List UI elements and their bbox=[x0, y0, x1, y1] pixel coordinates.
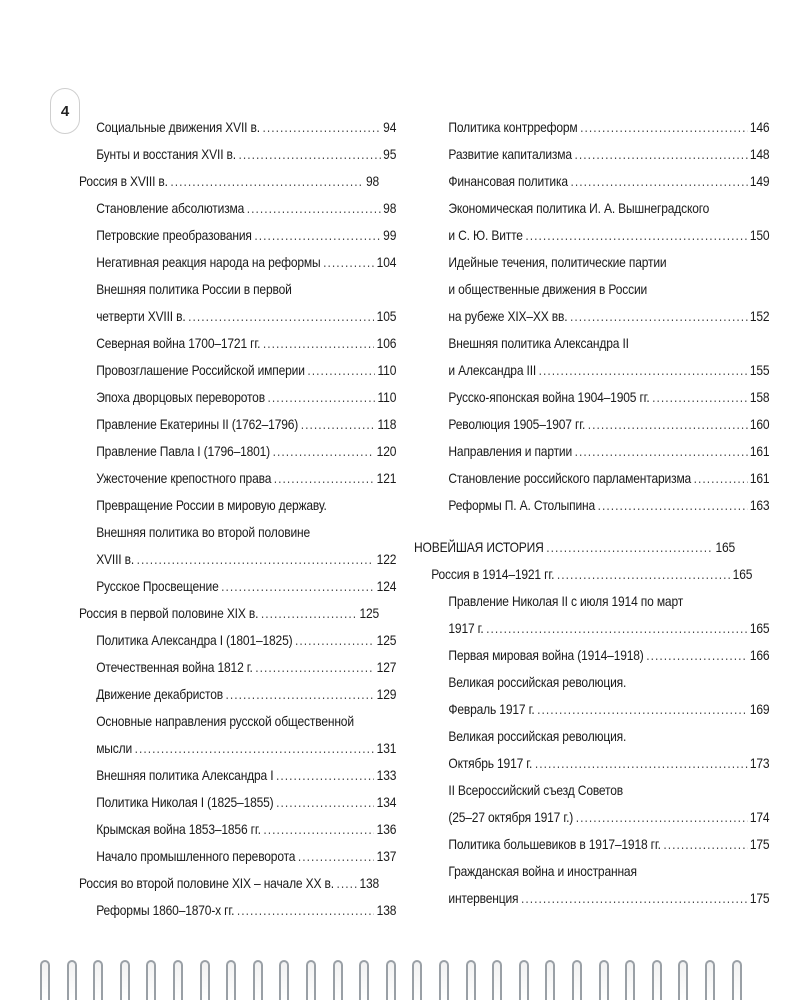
toc-entry-title: Бунты и восстания XVII в. bbox=[96, 146, 236, 162]
toc-entry-page: 161 bbox=[749, 443, 770, 459]
toc-entry-page: 98 bbox=[365, 173, 380, 189]
dot-leader bbox=[575, 438, 748, 465]
dot-leader bbox=[247, 195, 381, 222]
dot-leader bbox=[295, 627, 374, 654]
toc-entry[interactable] bbox=[414, 438, 769, 465]
toc-entry-page: 133 bbox=[376, 767, 397, 783]
spiral-ring-icon bbox=[678, 960, 688, 1000]
toc-entry-title: Реформы П. А. Столыпина bbox=[448, 497, 596, 513]
dot-leader bbox=[261, 600, 357, 627]
dot-leader bbox=[539, 357, 748, 384]
dot-leader bbox=[598, 492, 748, 519]
spiral-ring-icon bbox=[146, 960, 156, 1000]
toc-entry[interactable] bbox=[414, 750, 769, 777]
toc-entry-title: Направления и партии bbox=[448, 443, 573, 459]
toc-entry[interactable] bbox=[414, 561, 752, 588]
dot-leader bbox=[268, 384, 375, 411]
toc-entry-page: 175 bbox=[749, 890, 770, 906]
toc-entry-page: 131 bbox=[376, 740, 397, 756]
dot-leader bbox=[557, 561, 730, 588]
toc-entry-title: Петровские преобразования bbox=[96, 227, 252, 243]
toc-entry-title: Политика большевиков в 1917–1918 гг. bbox=[448, 836, 661, 852]
toc-entry[interactable] bbox=[414, 303, 769, 330]
toc-entry-title: Финансовая политика bbox=[448, 173, 568, 189]
dot-leader bbox=[576, 804, 748, 831]
toc-entry-page: 166 bbox=[749, 647, 770, 663]
dot-leader bbox=[221, 573, 374, 600]
spiral-ring-icon bbox=[40, 960, 50, 1000]
toc-entry-page: 146 bbox=[749, 119, 770, 135]
spiral-ring-icon bbox=[705, 960, 715, 1000]
dot-leader bbox=[574, 141, 747, 168]
spiral-ring-icon bbox=[306, 960, 316, 1000]
toc-entry[interactable] bbox=[414, 696, 769, 723]
toc-entry[interactable] bbox=[414, 276, 769, 303]
toc-entry-title: и общественные движения в России bbox=[448, 281, 648, 297]
spiral-ring-icon bbox=[253, 960, 263, 1000]
toc-entry[interactable] bbox=[79, 249, 396, 276]
dot-leader bbox=[263, 330, 374, 357]
toc-entry[interactable] bbox=[79, 357, 396, 384]
dot-leader bbox=[307, 357, 375, 384]
toc-entry[interactable] bbox=[79, 708, 396, 735]
toc-entry-title: Крымская война 1853–1856 гг. bbox=[96, 821, 261, 837]
toc-entry[interactable] bbox=[414, 330, 769, 357]
toc-entry-title: Эпоха дворцовых переворотов bbox=[96, 389, 265, 405]
toc-entry-title: 1917 г. bbox=[448, 620, 484, 636]
toc-entry-page: 110 bbox=[377, 389, 397, 405]
toc-entry[interactable] bbox=[414, 804, 769, 831]
toc-entry-title: Негативная реакция народа на реформы bbox=[96, 254, 321, 270]
toc-entry-page: 106 bbox=[376, 335, 397, 351]
dot-leader bbox=[239, 141, 381, 168]
toc-entry[interactable] bbox=[414, 642, 769, 669]
toc-entry[interactable] bbox=[414, 885, 769, 912]
page-number: 4 bbox=[50, 88, 80, 134]
dot-leader bbox=[188, 303, 374, 330]
dot-leader bbox=[273, 438, 374, 465]
toc-entry-page: 160 bbox=[749, 416, 770, 432]
toc-entry[interactable] bbox=[414, 669, 769, 696]
toc-entry-title: Развитие капитализма bbox=[448, 146, 572, 162]
toc-entry-title: Внешняя политика России в первой bbox=[96, 281, 292, 297]
toc-entry-title: XVIII в. bbox=[96, 551, 135, 567]
toc-entry[interactable] bbox=[414, 249, 769, 276]
toc-entry-title: Россия в XVIII в. bbox=[79, 173, 168, 189]
toc-entry-title: Политика контрреформ bbox=[448, 119, 578, 135]
toc-entry[interactable] bbox=[414, 357, 769, 384]
toc-entry[interactable] bbox=[414, 858, 769, 885]
toc-entry-title: Социальные движения XVII в. bbox=[96, 119, 260, 135]
dot-leader bbox=[521, 885, 747, 912]
toc-entry-page: 169 bbox=[749, 701, 770, 717]
toc-entry-title: Революция 1905–1907 гг. bbox=[448, 416, 586, 432]
toc-entry-page: 134 bbox=[376, 794, 397, 810]
toc-entry-page: 175 bbox=[749, 836, 770, 852]
toc-entry-page: 121 bbox=[376, 470, 397, 486]
toc-entry[interactable] bbox=[79, 600, 379, 627]
toc-entry[interactable] bbox=[79, 492, 396, 519]
toc-entry-page: 150 bbox=[749, 227, 770, 243]
toc-entry[interactable] bbox=[79, 816, 396, 843]
toc-entry-page: 174 bbox=[749, 809, 770, 825]
dot-leader bbox=[135, 735, 374, 762]
dot-leader bbox=[588, 411, 748, 438]
dot-leader bbox=[263, 816, 374, 843]
toc-entry[interactable] bbox=[79, 762, 396, 789]
toc-entry[interactable] bbox=[79, 519, 396, 546]
toc-entry[interactable] bbox=[79, 438, 396, 465]
spiral-ring-icon bbox=[226, 960, 236, 1000]
toc-entry-page: 165 bbox=[749, 620, 770, 636]
toc-entry[interactable] bbox=[79, 735, 396, 762]
dot-leader bbox=[255, 654, 374, 681]
toc-entry[interactable] bbox=[414, 831, 769, 858]
toc-entry-title: и Александра III bbox=[448, 362, 537, 378]
toc-entry-page: 158 bbox=[749, 389, 770, 405]
toc-entry[interactable] bbox=[414, 588, 769, 615]
toc-entry[interactable] bbox=[79, 654, 396, 681]
toc-entry[interactable] bbox=[414, 723, 769, 750]
toc-entry-page: 127 bbox=[376, 659, 397, 675]
dot-leader bbox=[237, 897, 374, 924]
toc-entry-title: Россия в 1914–1921 гг. bbox=[431, 566, 555, 582]
toc-entry-title: Внешняя политика Александра I bbox=[96, 767, 274, 783]
toc-entry[interactable] bbox=[414, 777, 769, 804]
toc-entry[interactable] bbox=[79, 168, 379, 195]
toc-entry-page: 98 bbox=[383, 200, 397, 216]
spiral-ring-icon bbox=[599, 960, 609, 1000]
toc-entry-page: 152 bbox=[749, 308, 770, 324]
dot-leader bbox=[226, 681, 375, 708]
dot-leader bbox=[170, 168, 363, 195]
dot-leader bbox=[298, 843, 374, 870]
dot-leader bbox=[486, 615, 747, 642]
toc-entry-title: Россия во второй половине XIX – начале XX в. bbox=[79, 875, 334, 891]
dot-leader bbox=[546, 534, 713, 561]
toc-entry-title: Россия в первой половине XIX в. bbox=[79, 605, 259, 621]
toc-entry-title: Первая мировая война (1914–1918) bbox=[448, 647, 644, 663]
toc-entry[interactable] bbox=[414, 465, 769, 492]
toc-entry-page: 173 bbox=[749, 755, 770, 771]
toc-entry-title: Превращение России в мировую державу. bbox=[96, 497, 327, 513]
toc-entry[interactable] bbox=[414, 534, 735, 561]
toc-entry-page: 120 bbox=[376, 443, 397, 459]
spiral-ring-icon bbox=[173, 960, 183, 1000]
spiral-ring-icon bbox=[279, 960, 289, 1000]
toc-entry[interactable] bbox=[414, 492, 769, 519]
toc-entry-title: Ужесточение крепостного права bbox=[96, 470, 272, 486]
toc-entry-page: 148 bbox=[749, 146, 770, 162]
dot-leader bbox=[570, 168, 747, 195]
toc-entry-page: 165 bbox=[732, 566, 753, 582]
toc-left-column bbox=[79, 114, 397, 924]
toc-entry-page: 104 bbox=[376, 254, 397, 270]
spiral-ring-icon bbox=[519, 960, 529, 1000]
spiral-ring-icon bbox=[200, 960, 210, 1000]
toc-entry-page: 129 bbox=[376, 686, 397, 702]
toc-entry-title: мысли bbox=[96, 740, 133, 756]
toc-entry[interactable] bbox=[79, 573, 396, 600]
toc-entry[interactable] bbox=[414, 411, 769, 438]
toc-entry[interactable] bbox=[79, 330, 396, 357]
dot-leader bbox=[646, 642, 747, 669]
toc-entry-page: 125 bbox=[376, 632, 397, 648]
toc-entry-title: НОВЕЙШАЯ ИСТОРИЯ bbox=[414, 539, 544, 555]
toc-entry-page: 138 bbox=[359, 875, 380, 891]
toc-entry[interactable] bbox=[79, 627, 396, 654]
toc-entry-title: (25–27 октября 1917 г.) bbox=[448, 809, 574, 825]
toc-entry-page: 118 bbox=[377, 416, 397, 432]
toc-entry[interactable] bbox=[79, 141, 396, 168]
toc-entry-title: Движение декабристов bbox=[96, 686, 223, 702]
toc-entry[interactable] bbox=[79, 897, 396, 924]
toc-entry[interactable] bbox=[79, 114, 396, 141]
spiral-ring-icon bbox=[439, 960, 449, 1000]
spiral-ring-icon bbox=[545, 960, 555, 1000]
toc-entry[interactable] bbox=[79, 870, 379, 897]
spiral-ring-icon bbox=[120, 960, 130, 1000]
toc-entry[interactable] bbox=[79, 789, 396, 816]
spiral-ring-icon bbox=[572, 960, 582, 1000]
spiral-ring-icon bbox=[625, 960, 635, 1000]
toc-entry[interactable] bbox=[79, 195, 396, 222]
dot-leader bbox=[694, 465, 748, 492]
toc-entry-title: Становление абсолютизма bbox=[96, 200, 245, 216]
spiral-ring-icon bbox=[412, 960, 422, 1000]
toc-entry[interactable] bbox=[79, 303, 396, 330]
spiral-ring-icon bbox=[333, 960, 343, 1000]
toc-entry-title: Реформы 1860–1870-х гг. bbox=[96, 902, 235, 918]
toc-entry[interactable] bbox=[414, 168, 769, 195]
spiral-ring-icon bbox=[67, 960, 77, 1000]
toc-entry-title: Великая российская революция. bbox=[448, 674, 627, 690]
toc-entry-title: Провозглашение Российской империи bbox=[96, 362, 305, 378]
toc-entry-page: 163 bbox=[749, 497, 770, 513]
toc-entry-title: Политика Николая I (1825–1855) bbox=[96, 794, 274, 810]
toc-entry-title: Идейные течения, политические партии bbox=[448, 254, 667, 270]
toc-entry-title: Правление Павла I (1796–1801) bbox=[96, 443, 271, 459]
spiral-ring-icon bbox=[466, 960, 476, 1000]
toc-entry[interactable] bbox=[79, 546, 396, 573]
toc-entry-title: Северная война 1700–1721 гг. bbox=[96, 335, 261, 351]
dot-leader bbox=[535, 750, 747, 777]
dot-leader bbox=[276, 762, 374, 789]
toc-entry-title: Великая российская революция. bbox=[448, 728, 627, 744]
toc-entry[interactable] bbox=[79, 222, 396, 249]
toc-entry[interactable] bbox=[79, 681, 396, 708]
toc-entry[interactable] bbox=[79, 465, 396, 492]
toc-entry-title: четверти XVIII в. bbox=[96, 308, 186, 324]
toc-entry-title: II Всероссийский съезд Советов bbox=[448, 782, 624, 798]
toc-entry-page: 155 bbox=[749, 362, 770, 378]
toc-entry-title: Экономическая политика И. А. Вышнеградского bbox=[448, 200, 710, 216]
dot-leader bbox=[274, 465, 374, 492]
toc-entry-page: 125 bbox=[359, 605, 380, 621]
toc-entry-page: 95 bbox=[383, 146, 397, 162]
spiral-ring-icon bbox=[93, 960, 103, 1000]
toc-entry-title: Политика Александра I (1801–1825) bbox=[96, 632, 293, 648]
toc-entry-title: Основные направления русской общественной bbox=[96, 713, 354, 729]
spiral-binding bbox=[40, 948, 770, 1000]
dot-leader bbox=[537, 696, 747, 723]
toc-entry-page: 99 bbox=[383, 227, 397, 243]
toc-entry-title: Правление Николая II с июля 1914 по март bbox=[448, 593, 684, 609]
toc-entry-title: интервенция bbox=[448, 890, 519, 906]
toc-entry[interactable] bbox=[79, 384, 396, 411]
dot-leader bbox=[336, 870, 356, 897]
toc-entry-page: 165 bbox=[715, 539, 736, 555]
toc-entry-page: 161 bbox=[749, 470, 770, 486]
toc-entry-title: и С. Ю. Витте bbox=[448, 227, 523, 243]
spiral-ring-icon bbox=[492, 960, 502, 1000]
toc-entry[interactable] bbox=[79, 276, 396, 303]
spiral-ring-icon bbox=[359, 960, 369, 1000]
dot-leader bbox=[254, 222, 380, 249]
dot-leader bbox=[137, 546, 374, 573]
toc-entry-title: Начало промышленного переворота bbox=[96, 848, 296, 864]
dot-leader bbox=[323, 249, 374, 276]
toc-entry-title: Февраль 1917 г. bbox=[448, 701, 535, 717]
toc-entry-title: Русское Просвещение bbox=[96, 578, 219, 594]
toc-entry-title: Отечественная война 1812 г. bbox=[96, 659, 253, 675]
toc-entry-title: Внешняя политика Александра II bbox=[448, 335, 629, 351]
dot-leader bbox=[663, 831, 747, 858]
toc-entry[interactable] bbox=[414, 195, 769, 222]
toc-entry[interactable] bbox=[79, 843, 396, 870]
toc-entry-page: 138 bbox=[376, 902, 397, 918]
toc-entry[interactable] bbox=[414, 141, 769, 168]
spiral-ring-icon bbox=[732, 960, 742, 1000]
dot-leader bbox=[301, 411, 375, 438]
toc-entry-title: Русско-японская война 1904–1905 гг. bbox=[448, 389, 650, 405]
toc-entry-title: Октябрь 1917 г. bbox=[448, 755, 533, 771]
dot-leader bbox=[276, 789, 374, 816]
toc-entry-title: Становление российского парламентаризма bbox=[448, 470, 692, 486]
toc-entry-title: Внешняя политика во второй половине bbox=[96, 524, 311, 540]
toc-entry-page: 105 bbox=[376, 308, 397, 324]
toc-entry[interactable] bbox=[414, 114, 769, 141]
toc-entry-page: 122 bbox=[376, 551, 397, 567]
toc-entry-page: 110 bbox=[377, 362, 397, 378]
toc-entry-page: 136 bbox=[376, 821, 397, 837]
toc-entry[interactable] bbox=[414, 615, 769, 642]
dot-leader bbox=[525, 222, 747, 249]
dot-leader bbox=[652, 384, 747, 411]
toc-entry-title: на рубеже XIX–XX вв. bbox=[448, 308, 568, 324]
spiral-ring-icon bbox=[652, 960, 662, 1000]
dot-leader bbox=[580, 114, 747, 141]
toc-entry-title: Гражданская война и иностранная bbox=[448, 863, 637, 879]
toc-entry-page: 137 bbox=[376, 848, 397, 864]
toc-entry[interactable] bbox=[79, 411, 396, 438]
dot-leader bbox=[570, 303, 747, 330]
toc-right-column bbox=[414, 114, 770, 912]
toc-entry-page: 149 bbox=[749, 173, 770, 189]
dot-leader bbox=[262, 114, 380, 141]
spiral-ring-icon bbox=[386, 960, 396, 1000]
toc-entry[interactable] bbox=[414, 222, 769, 249]
toc-entry-page: 124 bbox=[376, 578, 397, 594]
toc-entry[interactable] bbox=[414, 384, 769, 411]
toc-entry-page: 94 bbox=[383, 119, 397, 135]
toc-entry-title: Правление Екатерины II (1762–1796) bbox=[96, 416, 299, 432]
